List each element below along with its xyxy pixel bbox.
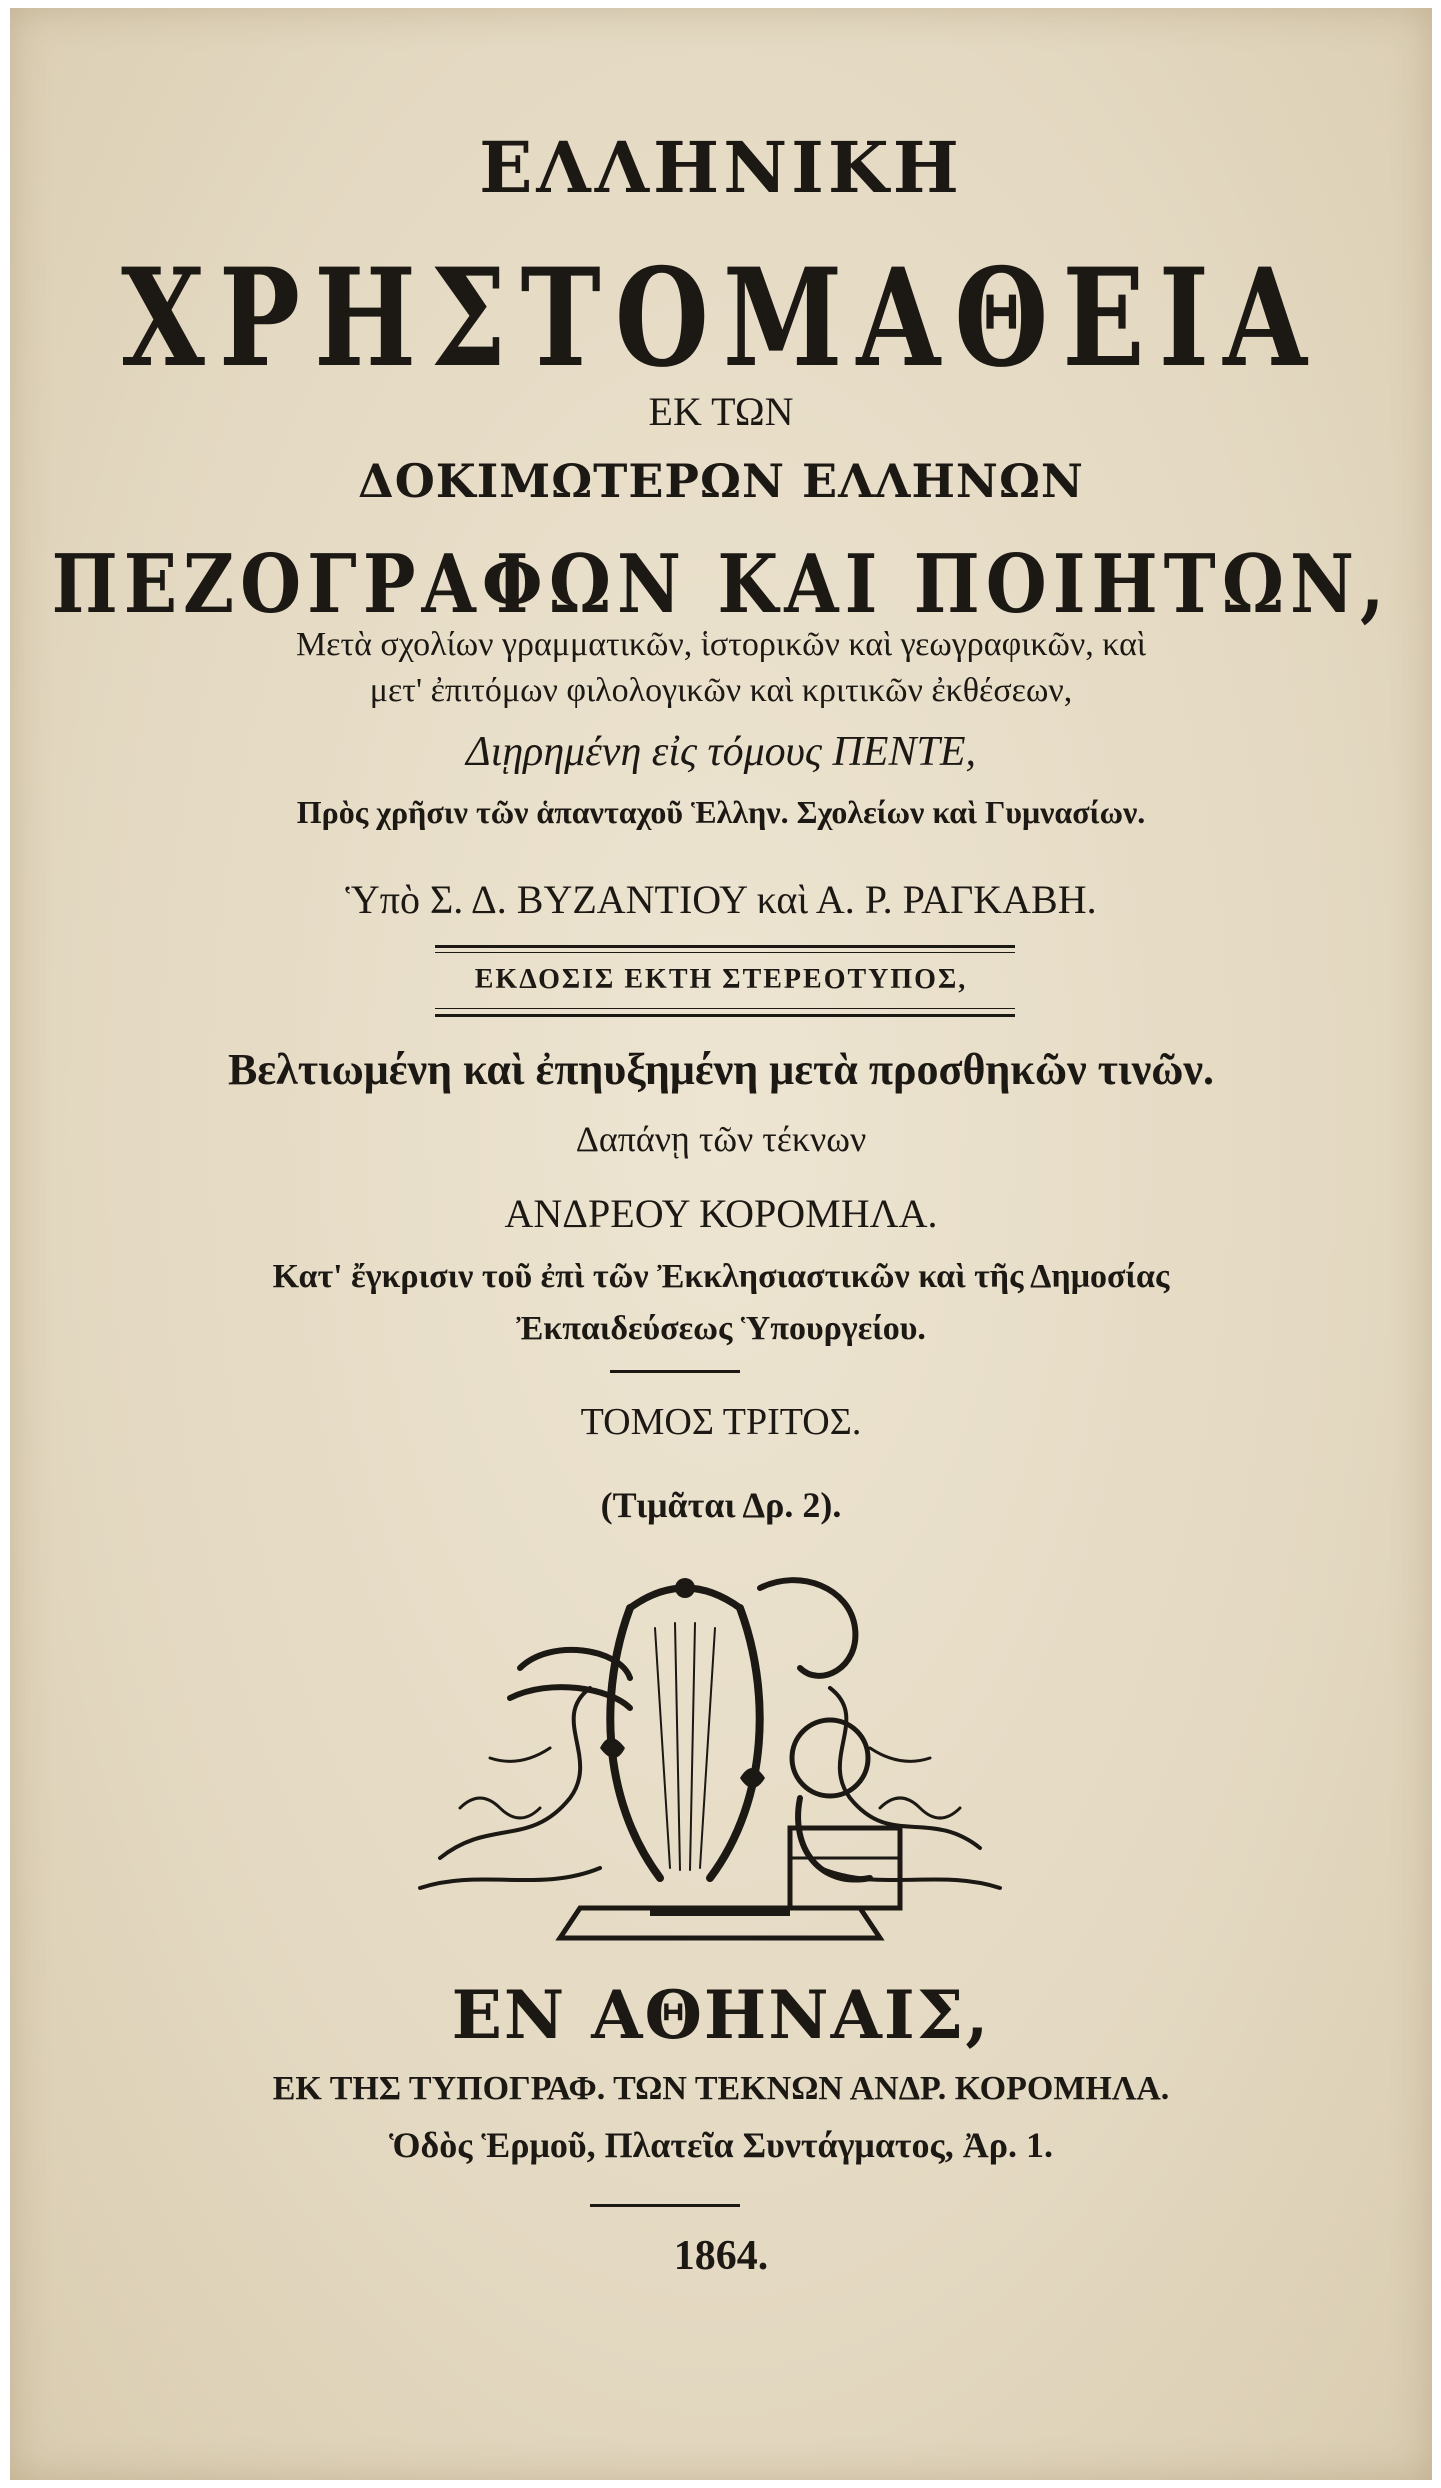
place-line: ΕΝ ΑΘΗΝΑΙΣ, [451, 1976, 991, 2054]
printer-line: ΕΚ ΤΗΣ ΤΥΠΟΓΡΑΦ. ΤΩΝ ΤΕΚΝΩΝ ΑΝΔΡ. ΚΟΡΟΜΗΛΑ. [272, 2070, 1170, 2107]
volume-line: ΤΟΜΟΣ ΤΡΙΤΟΣ. [580, 1401, 862, 1443]
approval-line-2: Ἐκπαιδεύσεως Ὑπουργείου. [516, 1310, 926, 1347]
rule-bottom-1 [435, 1008, 1015, 1009]
approval-line-1: Κατ' ἔγκρισιν τοῦ ἐπὶ τῶν Ἐκκλησιαστικῶν καὶ τῆς Δημοσίας [272, 1258, 1170, 1295]
desc-usage: Πρὸς χρῆσιν τῶν ἁπανταχοῦ Ἑλλην. Σχολείων καὶ Γυμνασίων. [296, 794, 1146, 830]
edition-line: ΕΚΔΟΣΙΣ ΕΚΤΗ ΣΤΕΡΕΟΤΥΠΟΣ, [474, 964, 968, 995]
lyre-ornament-icon [400, 1548, 1020, 1958]
title-page [10, 8, 1432, 2480]
rule-top-1 [435, 945, 1015, 948]
subtitle-pezografon: ΠΕΖΟΓΡΑΦΩΝ ΚΑΙ ΠΟΙΗΤΩΝ, [51, 536, 1391, 632]
heading-xrhstomatheia: ΧΡΗΣΤΟΜΑΘΕΙΑ [121, 240, 1321, 398]
price-line: (Τιμᾶται Δρ. 2). [600, 1485, 842, 1525]
address-line: Ὁδὸς Ἑρμοῦ, Πλατεῖα Συντάγματος, Ἀρ. 1. [389, 2125, 1053, 2165]
rule-bottom-2 [435, 1014, 1015, 1017]
authors-line: Ὑπὸ Σ. Δ. ΒΥΖΑΝΤΙΟΥ καὶ Α. Ρ. ΡΑΓΚΑΒΗ. [345, 877, 1097, 922]
desc-line-2: μετ' ἐπιτόμων φιλολογικῶν καὶ κριτικῶν ἐκθέσεων, [369, 672, 1073, 709]
year-line: 1864. [673, 2233, 769, 2279]
desc-volumes: Διῃρημένη εἰς τόμους ΠΕΝΤΕ, [466, 729, 976, 775]
rule-short-1 [610, 1370, 740, 1373]
rule-top-2 [435, 952, 1015, 953]
rule-short-2 [590, 2204, 740, 2207]
improved-line: Βελτιωμένη καὶ ἐπηυξημένη μετὰ προσθηκῶν τινῶν. [227, 1045, 1215, 1094]
publisher-name: ΑΝΔΡΕΟΥ ΚΟΡΟΜΗΛΑ. [504, 1191, 938, 1236]
subtitle-dokimoteron: ΔΟΚΙΜΩΤΕΡΩΝ ΕΛΛΗΝΩΝ [358, 454, 1084, 508]
desc-line-1: Μετὰ σχολίων γραμματικῶν, ἱστορικῶν καὶ γεωγραφικῶν, καὶ [295, 626, 1147, 663]
expense-line: Δαπάνῃ τῶν τέκνων [575, 1119, 867, 1159]
subtitle-ek-ton: ΕΚ ΤΩΝ [648, 389, 794, 434]
heading-ellhnikh: ΕΛΛΗΝΙΚΗ [479, 126, 963, 209]
